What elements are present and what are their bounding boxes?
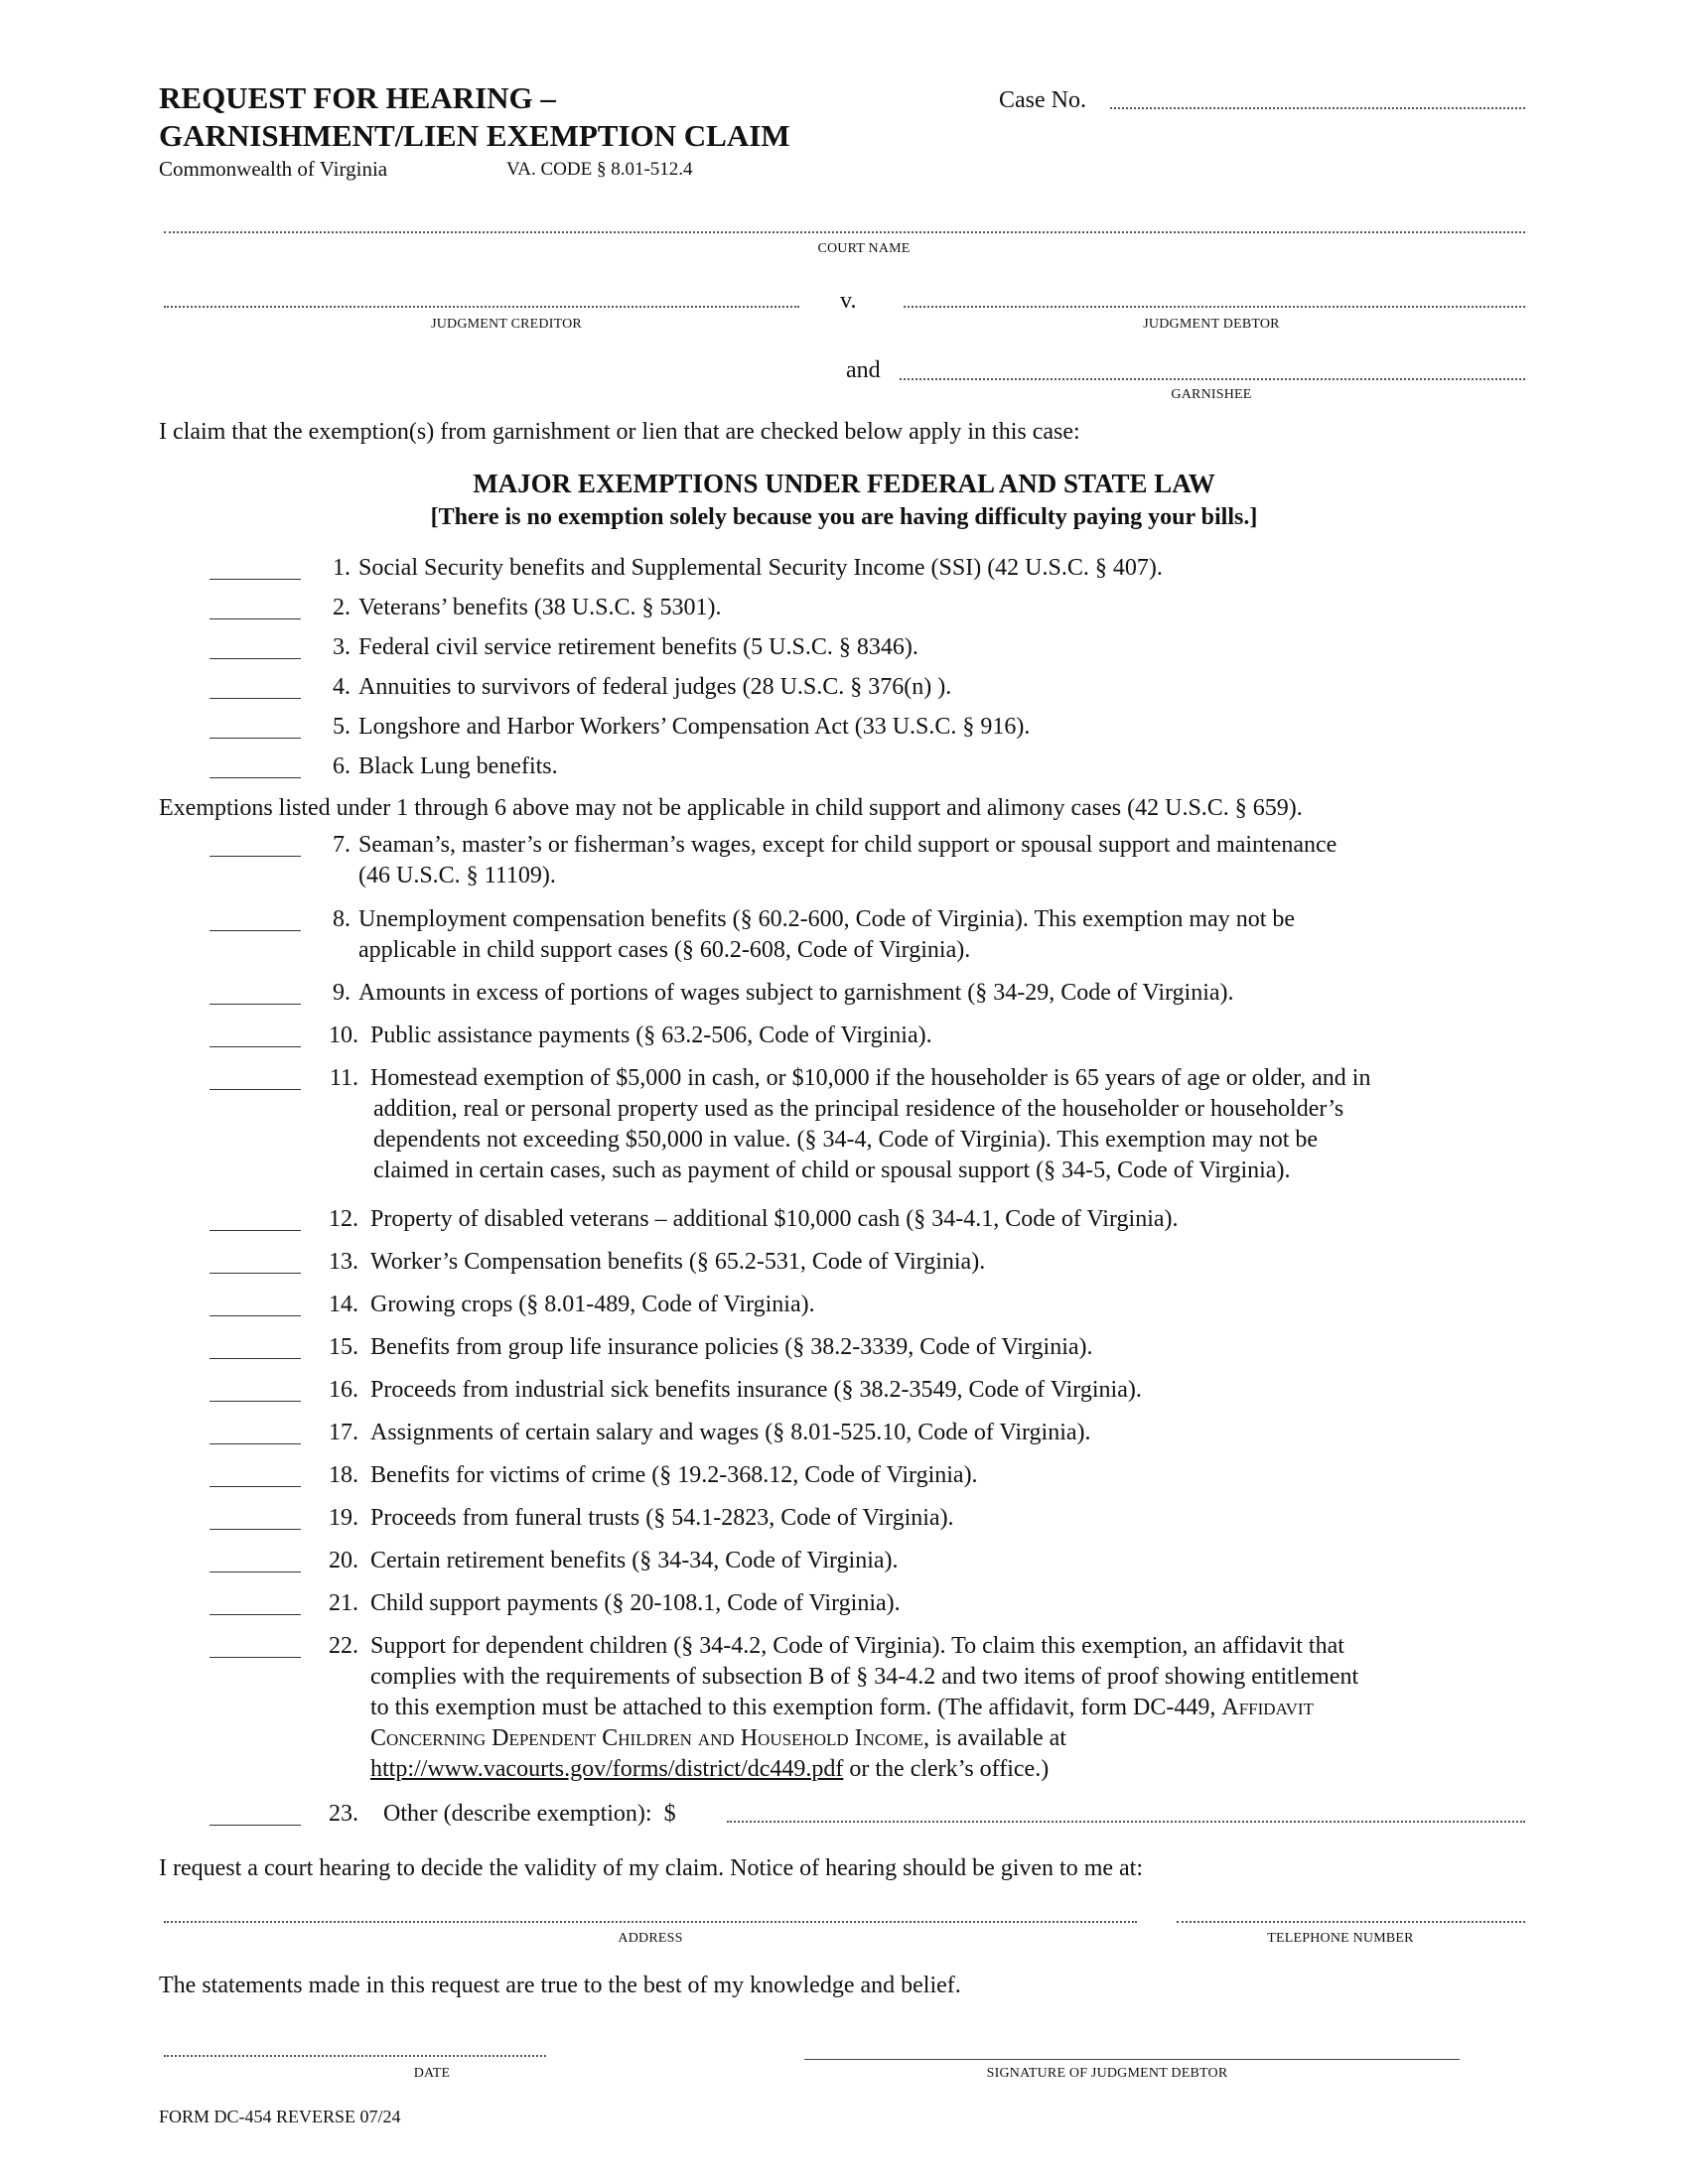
case-number-field[interactable] <box>1110 107 1525 109</box>
item-number: 5. <box>333 714 351 740</box>
exemption-checkbox-14[interactable] <box>210 1315 301 1316</box>
exemption-item-10 <box>210 1021 1550 1051</box>
item-text: complies with the requirements of subsection B of § 34-4.2 and two items of proof showing entitlement <box>370 1664 1359 1690</box>
exemption-item-11 <box>210 1063 1550 1186</box>
exemption-checkbox-9[interactable] <box>210 1004 301 1005</box>
garnishee-caption: GARNISHEE <box>1171 387 1252 402</box>
date-caption: DATE <box>413 2066 451 2081</box>
item-number: 14. <box>329 1292 358 1317</box>
exemption-checkbox-15[interactable] <box>210 1358 301 1359</box>
item-text: Proceeds from funeral trusts (§ 54.1-2823, Code of Virginia). <box>370 1505 954 1531</box>
telephone-field[interactable] <box>1177 1921 1525 1923</box>
section-heading: MAJOR EXEMPTIONS UNDER FEDERAL AND STATE LAW <box>473 469 1215 498</box>
garnishee-field[interactable] <box>900 378 1525 380</box>
signature-caption: SIGNATURE OF JUDGMENT DEBTOR <box>986 2066 1228 2081</box>
item-text: Unemployment compensation benefits (§ 60.2-600, Code of Virginia). This exemption may not be <box>358 906 1296 932</box>
exemption-checkbox-16[interactable] <box>210 1401 301 1402</box>
exemption-checkbox-1[interactable] <box>210 579 301 580</box>
address-caption: ADDRESS <box>618 1931 683 1946</box>
item-number: 18. <box>329 1462 358 1488</box>
item-number: 6. <box>333 753 351 779</box>
item-number: 4. <box>333 674 351 700</box>
item-text: Benefits for victims of crime (§ 19.2-368.12, Code of Virginia). <box>370 1462 978 1488</box>
item-number: 19. <box>329 1505 358 1531</box>
exemption-checkbox-8[interactable] <box>210 930 301 931</box>
item-number: 17. <box>329 1420 358 1445</box>
item-number: 13. <box>329 1249 358 1275</box>
address-field[interactable] <box>164 1921 1137 1923</box>
section-subheading: [There is no exemption solely because you are having difficulty paying your bills.] <box>430 504 1258 530</box>
item-text: Longshore and Harbor Workers’ Compensation Act (33 U.S.C. § 916). <box>358 714 1031 740</box>
item-text: Public assistance payments (§ 63.2-506, Code of Virginia). <box>370 1023 932 1048</box>
item-text: Growing crops (§ 8.01-489, Code of Virginia). <box>370 1292 815 1317</box>
exemption-item-4 <box>210 672 1550 703</box>
item-text: Support for dependent children (§ 34-4.2, Code of Virginia). To claim this exemption, an affidavit that <box>370 1633 1344 1659</box>
item-text: Proceeds from industrial sick benefits insurance (§ 38.2-3549, Code of Virginia). <box>370 1377 1142 1403</box>
exemption-item-6 <box>210 751 1550 782</box>
item-number: 16. <box>329 1377 358 1403</box>
exemption-item-1 <box>210 553 1550 584</box>
exemption-checkbox-5[interactable] <box>210 738 301 739</box>
exemption-checkbox-23[interactable] <box>210 1825 301 1826</box>
exemption-item-8 <box>210 904 1550 966</box>
item-number: 1. <box>333 555 351 581</box>
item-number: 2. <box>333 595 351 620</box>
item-text: (46 U.S.C. § 11109). <box>358 863 556 888</box>
item-text: Seaman’s, master’s or fisherman’s wages, except for child support or spousal support and maintenance <box>358 832 1337 858</box>
item-text: to this exemption must be attached to this exemption form. (The affidavit, form DC-449, Affidavit <box>370 1695 1314 1720</box>
item-number: 11. <box>329 1065 358 1091</box>
exemption-item-22 <box>210 1631 1550 1790</box>
exemption-checkbox-21[interactable] <box>210 1614 301 1615</box>
item-text: Amounts in excess of portions of wages subject to garnishment (§ 34-29, Code of Virginia). <box>358 980 1234 1006</box>
judgment-debtor-field[interactable] <box>904 306 1525 308</box>
exemption-item-2 <box>210 593 1550 623</box>
exemption-checkbox-19[interactable] <box>210 1529 301 1530</box>
exemption-item-3 <box>210 632 1550 663</box>
item-text: Worker’s Compensation benefits (§ 65.2-531, Code of Virginia). <box>370 1249 986 1275</box>
exemption-checkbox-2[interactable] <box>210 618 301 619</box>
item-text: applicable in child support cases (§ 60.2-608, Code of Virginia). <box>358 937 971 963</box>
exemption-checkbox-20[interactable] <box>210 1571 301 1572</box>
item-number: 3. <box>333 634 351 660</box>
item-number: 23. <box>329 1801 358 1827</box>
item-text: Concerning Dependent Children and Household Income, is available at <box>370 1725 1066 1751</box>
item-text: dependents not exceeding $50,000 in value. (§ 34-4, Code of Virginia). This exemption may not be <box>373 1127 1319 1153</box>
item-text: addition, real or personal property used as the principal residence of the householder or householder’s <box>373 1096 1344 1122</box>
exemption-checkbox-7[interactable] <box>210 856 301 857</box>
case-number-label: Case No. <box>999 87 1086 113</box>
exemption-checkbox-6[interactable] <box>210 777 301 778</box>
item-text: Black Lung benefits. <box>358 753 558 779</box>
item-text: Property of disabled veterans – additional $10,000 cash (§ 34-4.1, Code of Virginia). <box>370 1206 1179 1232</box>
exemption-checkbox-17[interactable] <box>210 1443 301 1444</box>
item-number: 22. <box>329 1633 358 1659</box>
exemption-checkbox-13[interactable] <box>210 1273 301 1274</box>
item-text: Federal civil service retirement benefits (5 U.S.C. § 8346). <box>358 634 918 660</box>
item-text: Other (describe exemption): $ <box>383 1801 676 1827</box>
item-number: 20. <box>329 1548 358 1573</box>
item-text: Assignments of certain salary and wages (§ 8.01-525.10, Code of Virginia). <box>370 1420 1091 1445</box>
item-text: Benefits from group life insurance policies (§ 38.2-3339, Code of Virginia). <box>370 1334 1093 1360</box>
exemption-checkbox-18[interactable] <box>210 1486 301 1487</box>
form-title-line1: REQUEST FOR HEARING – <box>159 80 556 115</box>
court-name-caption: COURT NAME <box>817 241 911 256</box>
item-number: 8. <box>333 906 351 932</box>
item-text: http://www.vacourts.gov/forms/district/dc449.pdf or the clerk’s office.) <box>370 1756 1050 1782</box>
telephone-caption: TELEPHONE NUMBER <box>1267 1931 1414 1946</box>
jurisdiction: Commonwealth of Virginia <box>159 157 388 181</box>
and-label: and <box>846 357 881 383</box>
court-name-field[interactable] <box>164 231 1525 233</box>
affidavit-form-name: Affidavit <box>1221 1695 1314 1720</box>
exemption-checkbox-22[interactable] <box>210 1657 301 1658</box>
judgment-creditor-field[interactable] <box>164 306 799 308</box>
item-text: Social Security benefits and Supplemental Security Income (SSI) (42 U.S.C. § 407). <box>358 555 1163 581</box>
child-support-note: Exemptions listed under 1 through 6 above may not be applicable in child support and alimony cases (42 U.S.C. § 659). <box>159 795 1303 821</box>
judgment-debtor-caption: JUDGMENT DEBTOR <box>1143 317 1280 332</box>
exemption-checkbox-4[interactable] <box>210 698 301 699</box>
intro-statement: I claim that the exemption(s) from garnishment or lien that are checked below apply in this case: <box>159 419 1080 445</box>
versus-label: v. <box>840 288 857 314</box>
form-identifier: FORM DC-454 REVERSE 07/24 <box>159 2107 401 2126</box>
exemption-item-9 <box>210 978 1550 1009</box>
exemption-checkbox-10[interactable] <box>210 1046 301 1047</box>
item-text: Homestead exemption of $5,000 in cash, or $10,000 if the householder is 65 years of age or older, and in <box>370 1065 1371 1091</box>
affidavit-link[interactable]: http://www.vacourts.gov/forms/district/dc449.pdf <box>370 1756 844 1782</box>
item-text: Certain retirement benefits (§ 34-34, Code of Virginia). <box>370 1548 899 1573</box>
exemption-item-7 <box>210 830 1550 891</box>
item-number: 15. <box>329 1334 358 1360</box>
item-number: 7. <box>333 832 351 858</box>
item-number: 10. <box>329 1023 358 1048</box>
exemption-checkbox-3[interactable] <box>210 658 301 659</box>
exemption-item-5 <box>210 712 1550 743</box>
item-number: 21. <box>329 1590 358 1616</box>
signature-line[interactable] <box>804 2059 1460 2060</box>
affidavit-form-name: Concerning Dependent Children and Household Income <box>370 1725 924 1751</box>
item-number: 12. <box>329 1206 358 1232</box>
other-exemption-field[interactable] <box>727 1821 1525 1823</box>
item-text: Veterans’ benefits (38 U.S.C. § 5301). <box>358 595 722 620</box>
hearing-request-statement: I request a court hearing to decide the validity of my claim. Notice of hearing should be given to me at: <box>159 1855 1144 1881</box>
judgment-creditor-caption: JUDGMENT CREDITOR <box>431 317 582 332</box>
item-text: claimed in certain cases, such as payment of child or spousal support (§ 34-5, Code of Virginia). <box>373 1158 1291 1183</box>
item-text: Child support payments (§ 20-108.1, Code of Virginia). <box>370 1590 901 1616</box>
truth-statement: The statements made in this request are true to the best of my knowledge and belief. <box>159 1973 961 1998</box>
exemption-checkbox-12[interactable] <box>210 1230 301 1231</box>
form-title-line2: GARNISHMENT/LIEN EXEMPTION CLAIM <box>159 118 790 153</box>
item-text: Annuities to survivors of federal judges (28 U.S.C. § 376(n) ). <box>358 674 952 700</box>
date-field[interactable] <box>164 2055 546 2057</box>
exemption-checkbox-11[interactable] <box>210 1089 301 1090</box>
statute-reference: VA. CODE § 8.01-512.4 <box>506 159 693 180</box>
item-number: 9. <box>333 980 351 1006</box>
